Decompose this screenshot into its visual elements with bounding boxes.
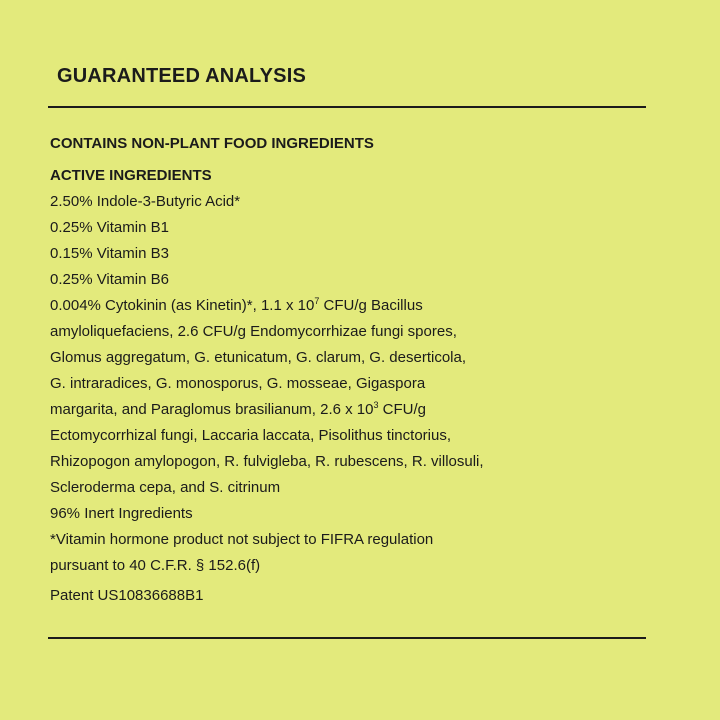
bio-line-3: G. intraradices, G. monosporus, G. mosseae, Gigaspora — [50, 375, 426, 392]
margarita-line — [50, 397, 650, 423]
ecto-line-3: Scleroderma cepa, and S. citrinum — [50, 479, 281, 496]
non-plant-food-notice: CONTAINS NON-PLANT FOOD INGREDIENTS — [50, 135, 374, 152]
ingredient-cytokinin-line — [50, 293, 650, 319]
inert-ingredients: 96% Inert Ingredients — [50, 505, 193, 522]
footnote-line-1: *Vitamin hormone product not subject to FIFRA regulation — [50, 531, 434, 548]
footnote-line-2: pursuant to 40 C.F.R. § 152.6(f) — [50, 557, 261, 574]
ingredient-vitamin-b3: 0.15% Vitamin B3 — [50, 245, 169, 262]
ecto-line-1: Ectomycorrhizal fungi, Laccaria laccata, Pisolithus tinctorius, — [50, 427, 452, 444]
analysis-content — [50, 131, 650, 609]
bottom-divider — [48, 637, 646, 639]
ingredient-vitamin-b6: 0.25% Vitamin B6 — [50, 271, 169, 288]
ecto-line-2: Rhizopogon amylopogon, R. fulvigleba, R. rubescens, R. villosuli, — [50, 453, 484, 470]
ingredient-iba: 2.50% Indole-3-Butyric Acid* — [50, 193, 241, 210]
margarita-exponent: 3 — [373, 400, 379, 410]
patent-number: Patent US10836688B1 — [50, 587, 204, 604]
page-title: GUARANTEED ANALYSIS — [57, 65, 307, 87]
margarita-text: margarita, and Paraglomus brasilianum, 2.6 x 10 — [50, 401, 374, 418]
top-divider — [48, 106, 646, 108]
cytokinin-text-cont: CFU/g Bacillus — [319, 297, 423, 314]
active-ingredients-heading: ACTIVE INGREDIENTS — [50, 167, 212, 184]
bio-line-1: amyloliquefaciens, 2.6 CFU/g Endomycorrhizae fungi spores, — [50, 323, 457, 340]
ingredient-vitamin-b1: 0.25% Vitamin B1 — [50, 219, 169, 236]
cytokinin-exponent: 7 — [314, 296, 320, 306]
bio-line-2: Glomus aggregatum, G. etunicatum, G. clarum, G. deserticola, — [50, 349, 467, 366]
cytokinin-text: 0.004% Cytokinin (as Kinetin)*, 1.1 x 10 — [50, 297, 315, 314]
margarita-text-cont: CFU/g — [378, 401, 427, 418]
